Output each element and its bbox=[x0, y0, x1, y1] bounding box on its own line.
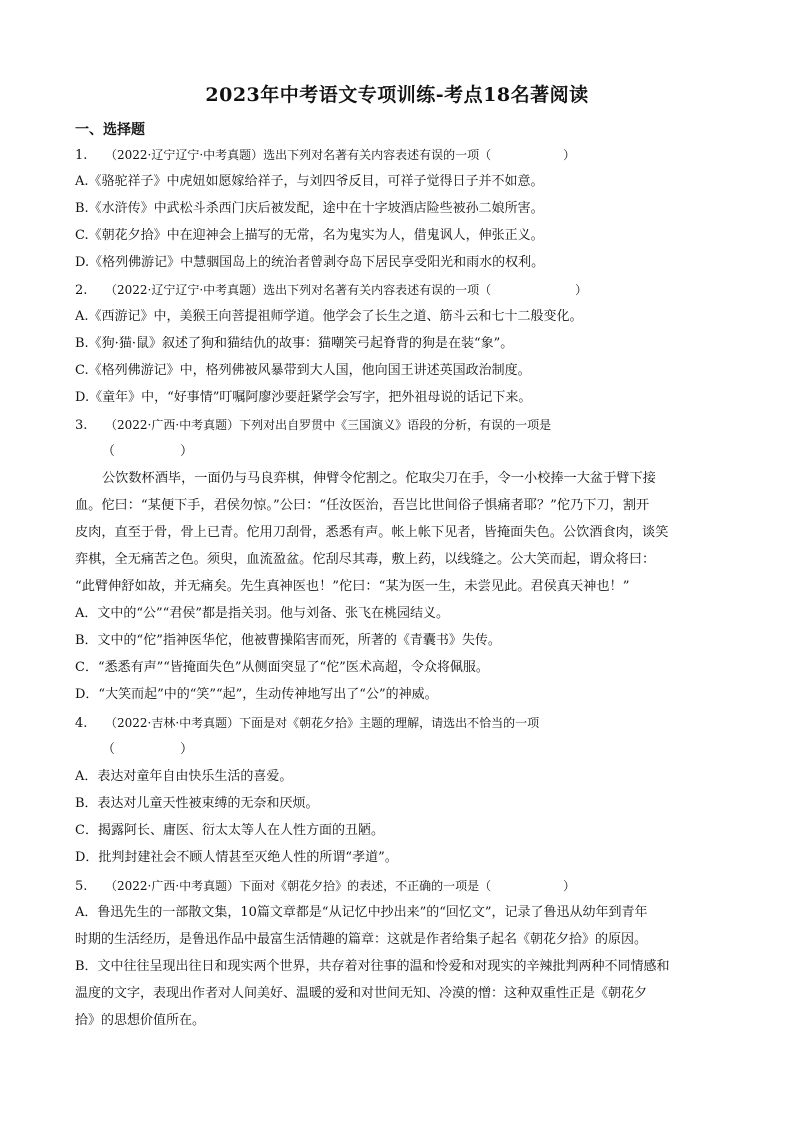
question-number: 5. bbox=[75, 879, 88, 894]
question-3-option-d: D．“大笑而起”中的“笑”“起”，生动传神地写出了“公”的神威。 bbox=[75, 687, 438, 702]
question-2-stem bbox=[75, 281, 587, 300]
question-3-stem bbox=[75, 416, 551, 435]
question-number: 2. bbox=[75, 283, 88, 298]
question-text: （2022·吉林·中考真题）下面是对《朝花夕拾》主题的理解，请选出不恰当的一项 bbox=[105, 716, 540, 730]
passage-line-4: 弈棋，全无痛苦之色。须臾，血流盈盆。佗刮尽其毒，敷上药，以线缝之。公大笑而起，谓众将曰： bbox=[75, 552, 656, 567]
question-4-option-a: A．表达对童年自由快乐生活的喜爱。 bbox=[75, 769, 293, 784]
question-text: （2022·辽宁辽宁·中考真题）选出下列对名著有关内容表述有误的一项（ ） bbox=[105, 148, 576, 162]
question-4-option-b: B．表达对儿童天性被束缚的无奈和厌烦。 bbox=[75, 796, 319, 811]
question-4-option-c: C．揭露阿长、庸医、衍太太等人在人性方面的丑陋。 bbox=[75, 823, 384, 838]
question-text: （2022·辽宁辽宁·中考真题）选出下列对名著有关内容表述有误的一项（ ） bbox=[105, 283, 588, 297]
question-3-option-b: B．文中的“佗”指神医华佗，他被曹操陷害而死，所著的《青囊书》失传。 bbox=[75, 633, 501, 648]
question-text: （2022·广西·中考真题）下面对《朝花夕拾》的表述，不正确的一项是（ ） bbox=[105, 879, 576, 893]
question-5-option-b-line-2: 温度的文字，表现出作者对人间美好、温暖的爱和对世间无知、冷漠的憎：这种双重性正是《朝花夕 bbox=[75, 986, 648, 1001]
question-3-option-c: C．“悉悉有声”“皆掩面失色”从侧面突显了“佗”医术高超，令众将佩服。 bbox=[75, 660, 489, 675]
question-5-option-a-line-2: 时期的生活经历，是鲁迅作品中最富生活情趣的篇章：这就是作者给集子起名《朝花夕拾》的原因。 bbox=[75, 932, 648, 947]
passage-line-3: 皮肉，直至于骨，骨上已青。佗用刀刮骨，悉悉有声。帐上帐下见者，皆掩面失色。公饮酒食肉，谈笑 bbox=[75, 525, 669, 540]
question-5-stem bbox=[75, 877, 575, 896]
question-5-option-b-line-1: B．文中往往呈现出往日和现实两个世界，共存着对往事的温和怜爱和对现实的辛辣批判两种不同情感和 bbox=[75, 959, 670, 974]
question-1-option-b: B.《水浒传》中武松斗杀西门庆后被发配，途中在十字坡酒店险些被孙二娘所害。 bbox=[75, 201, 544, 216]
question-3-answer-blank: （ ） bbox=[102, 444, 194, 459]
question-2-option-c: C.《格列佛游记》中，格列佛被风暴带到大人国，他向国王讲述英国政治制度。 bbox=[75, 363, 531, 378]
passage-line-2: 血。佗曰：“某便下手，君侯勿惊。”公曰：“任汝医治，吾岂比世间俗子惧痛者耶？”佗乃下刀，割开 bbox=[75, 498, 650, 513]
question-2-option-a: A.《西游记》中，美猴王向菩提祖师学道。他学会了长生之道、筋斗云和七十二般变化。 bbox=[75, 309, 583, 324]
question-number: 4. bbox=[75, 716, 88, 731]
question-number: 3. bbox=[75, 418, 88, 433]
question-5-option-a-line-1: A．鲁迅先生的一部散文集，10篇文章都是“从记忆中抄出来”的“回忆文”，记录了鲁迅从幼年到青年 bbox=[75, 905, 648, 920]
question-text: （2022·广西·中考真题）下列对出自罗贯中《三国演义》语段的分析，有误的一项是 bbox=[105, 418, 552, 432]
section-heading: 一、选择题 bbox=[75, 122, 145, 138]
question-1-option-d: D.《格列佛游记》中慧骃国岛上的统治者曾剥夺岛下居民享受阳光和雨水的权利。 bbox=[75, 255, 545, 270]
question-2-option-d: D.《童年》中，“好事情”叮嘱阿廖沙要赶紧学会写字，把外祖母说的话记下来。 bbox=[75, 390, 532, 405]
question-4-answer-blank: （ ） bbox=[102, 742, 194, 757]
question-4-option-d: D．批判封建社会不顾人情甚至灭绝人性的所谓“孝道”。 bbox=[75, 850, 398, 865]
question-5-option-b-line-3: 拾》的思想价值所在。 bbox=[75, 1013, 206, 1028]
question-number: 1. bbox=[75, 148, 88, 163]
question-1-option-a: A.《骆驼祥子》中虎妞如愿嫁给祥子，与刘四爷反目，可祥子觉得日子并不如意。 bbox=[75, 174, 544, 189]
question-3-option-a: A．文中的“公”“君侯”都是指关羽。他与刘备、张飞在桃园结义。 bbox=[75, 606, 449, 621]
passage-line-5: “此臂伸舒如故，并无痛矣。先生真神医也！”佗曰：“某为医一生，未尝见此。君侯真天神也！” bbox=[75, 579, 630, 594]
question-2-option-b: B.《狗·猫·鼠》叙述了狗和猫结仇的故事：猫嘲笑弓起脊背的狗是在装“象”。 bbox=[75, 336, 514, 351]
question-4-stem bbox=[75, 714, 539, 733]
question-1-stem bbox=[75, 146, 575, 165]
page-title: 2023年中考语文专项训练-考点18名著阅读 bbox=[205, 84, 589, 106]
question-1-option-c: C.《朝花夕拾》中在迎神会上描写的无常，名为鬼实为人，借鬼讽人，伸张正义。 bbox=[75, 228, 544, 243]
passage-line-1: 公饮数杯酒毕，一面仍与马良弈棋，伸臂令佗割之。佗取尖刀在手，令一小校捧一大盆于臂下接 bbox=[102, 471, 656, 486]
